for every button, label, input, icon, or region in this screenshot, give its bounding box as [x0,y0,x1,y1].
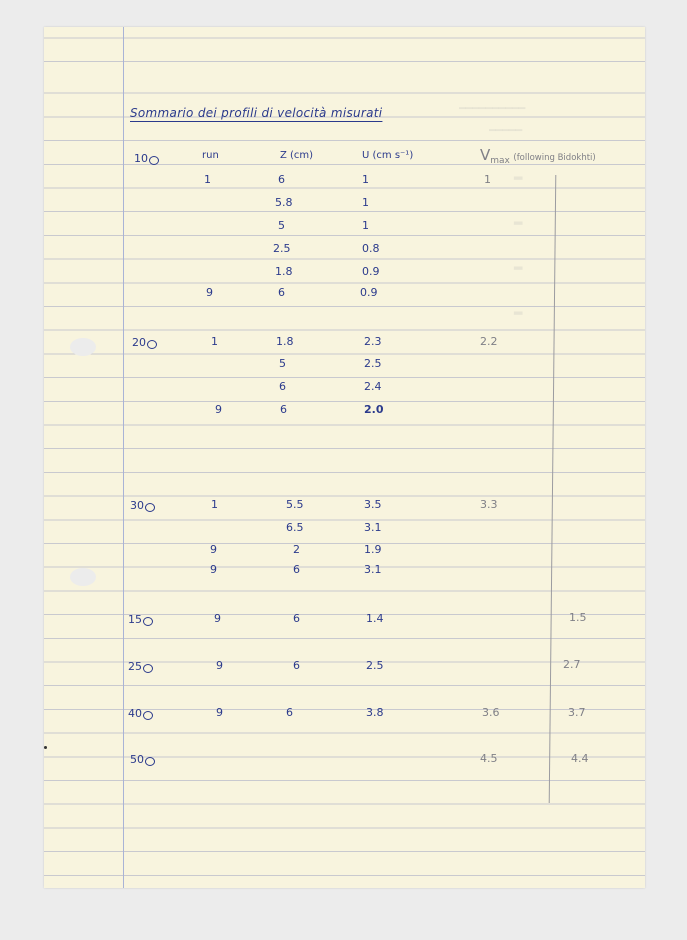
header-z: Z (cm) [280,150,314,161]
show-through-mark: ━━━━━━━━━━ [459,102,526,115]
u-cell: 1 [362,173,369,186]
group-label-text: 20 [132,336,146,349]
z-cell: 6 [293,563,300,576]
run-cell: 9 [210,563,217,576]
u-cell: 2.5 [364,357,382,370]
u-cell: 2.3 [364,335,382,348]
u-cell: 2.5 [366,659,384,672]
u-cell: 3.8 [366,706,384,719]
group-label-text: 25 [128,660,142,673]
circle-mark [143,711,153,720]
header-vmax [480,146,596,166]
show-through-mark: ▂ [514,302,523,315]
group-label [130,499,155,512]
vmax-value: 2.2 [480,335,498,348]
bidokhti-value: 3.7 [568,706,586,719]
pencil-divider-line [549,175,557,803]
z-cell: 6 [293,612,300,625]
z-cell: 1.8 [275,265,293,278]
u-cell: 0.9 [360,286,378,299]
margin-line [123,27,124,888]
z-cell: 6 [293,659,300,672]
header-vmax-note: (following Bidokhti) [513,153,596,163]
bidokhti-value: 1.5 [569,611,587,624]
run-cell: 9 [206,286,213,299]
group-label [130,753,155,766]
run-cell: 9 [210,543,217,556]
bidokhti-value: 2.7 [563,658,581,671]
u-cell: 1.4 [366,612,384,625]
show-through-mark: ▂ [514,212,523,225]
u-cell: 3.5 [364,498,382,511]
header-vmax-sub: max [490,156,510,166]
u-cell: 2.4 [364,380,382,393]
header-u: U (cm s⁻¹) [362,150,414,161]
circle-mark [145,503,155,512]
group-label-text: 15 [128,613,142,626]
z-cell: 5.5 [286,498,304,511]
vmax-value: 4.5 [480,752,498,765]
z-cell: 6 [278,173,285,186]
group-label [128,660,153,673]
notebook-page [44,27,645,888]
circle-mark [147,340,157,349]
group-label-text: 10 [134,152,148,165]
run-cell: 9 [216,659,223,672]
group-label-text: 30 [130,499,144,512]
header-vmax-main: V [480,146,491,164]
punch-hole-top [70,338,96,356]
u-cell: 1.9 [364,543,382,556]
z-cell: 6 [279,380,286,393]
u-cell: 0.8 [362,242,380,255]
circle-mark [145,757,155,766]
show-through-mark: ▂ [514,167,523,180]
vmax-value: 3.6 [482,706,500,719]
run-cell: 9 [216,706,223,719]
vmax-value: 1 [484,173,491,186]
run-cell: 9 [215,403,222,416]
edge-mark [44,746,47,749]
z-cell: 2.5 [273,242,291,255]
vmax-value: 3.3 [480,498,498,511]
z-cell: 6 [278,286,285,299]
z-cell: 5.8 [275,196,293,209]
u-cell: 2.0 [364,403,384,416]
circle-mark [143,664,153,673]
run-cell: 1 [211,498,218,511]
z-cell: 6.5 [286,521,304,534]
header-run: run [202,150,219,161]
group-label-text: 40 [128,707,142,720]
z-cell: 5 [278,219,285,232]
run-cell: 9 [214,612,221,625]
page-title: Sommario dei profili di velocità misurati [130,106,383,120]
z-cell: 1.8 [276,335,294,348]
group-label [132,336,157,349]
z-cell: 5 [279,357,286,370]
group-label-text: 50 [130,753,144,766]
run-cell: 1 [204,173,211,186]
u-cell: 3.1 [364,563,382,576]
bidokhti-value: 4.4 [571,752,589,765]
u-cell: 3.1 [364,521,382,534]
group-label [128,613,153,626]
punch-hole-bottom [70,568,96,586]
show-through-mark: ━━━━━ [489,124,523,137]
z-cell: 2 [293,543,300,556]
circle-mark [149,156,159,165]
show-through-mark: ▂ [514,257,523,270]
group-label [128,707,153,720]
z-cell: 6 [280,403,287,416]
group-label [134,152,159,165]
run-cell: 1 [211,335,218,348]
u-cell: 1 [362,219,369,232]
u-cell: 0.9 [362,265,380,278]
z-cell: 6 [286,706,293,719]
u-cell: 1 [362,196,369,209]
circle-mark [143,617,153,626]
